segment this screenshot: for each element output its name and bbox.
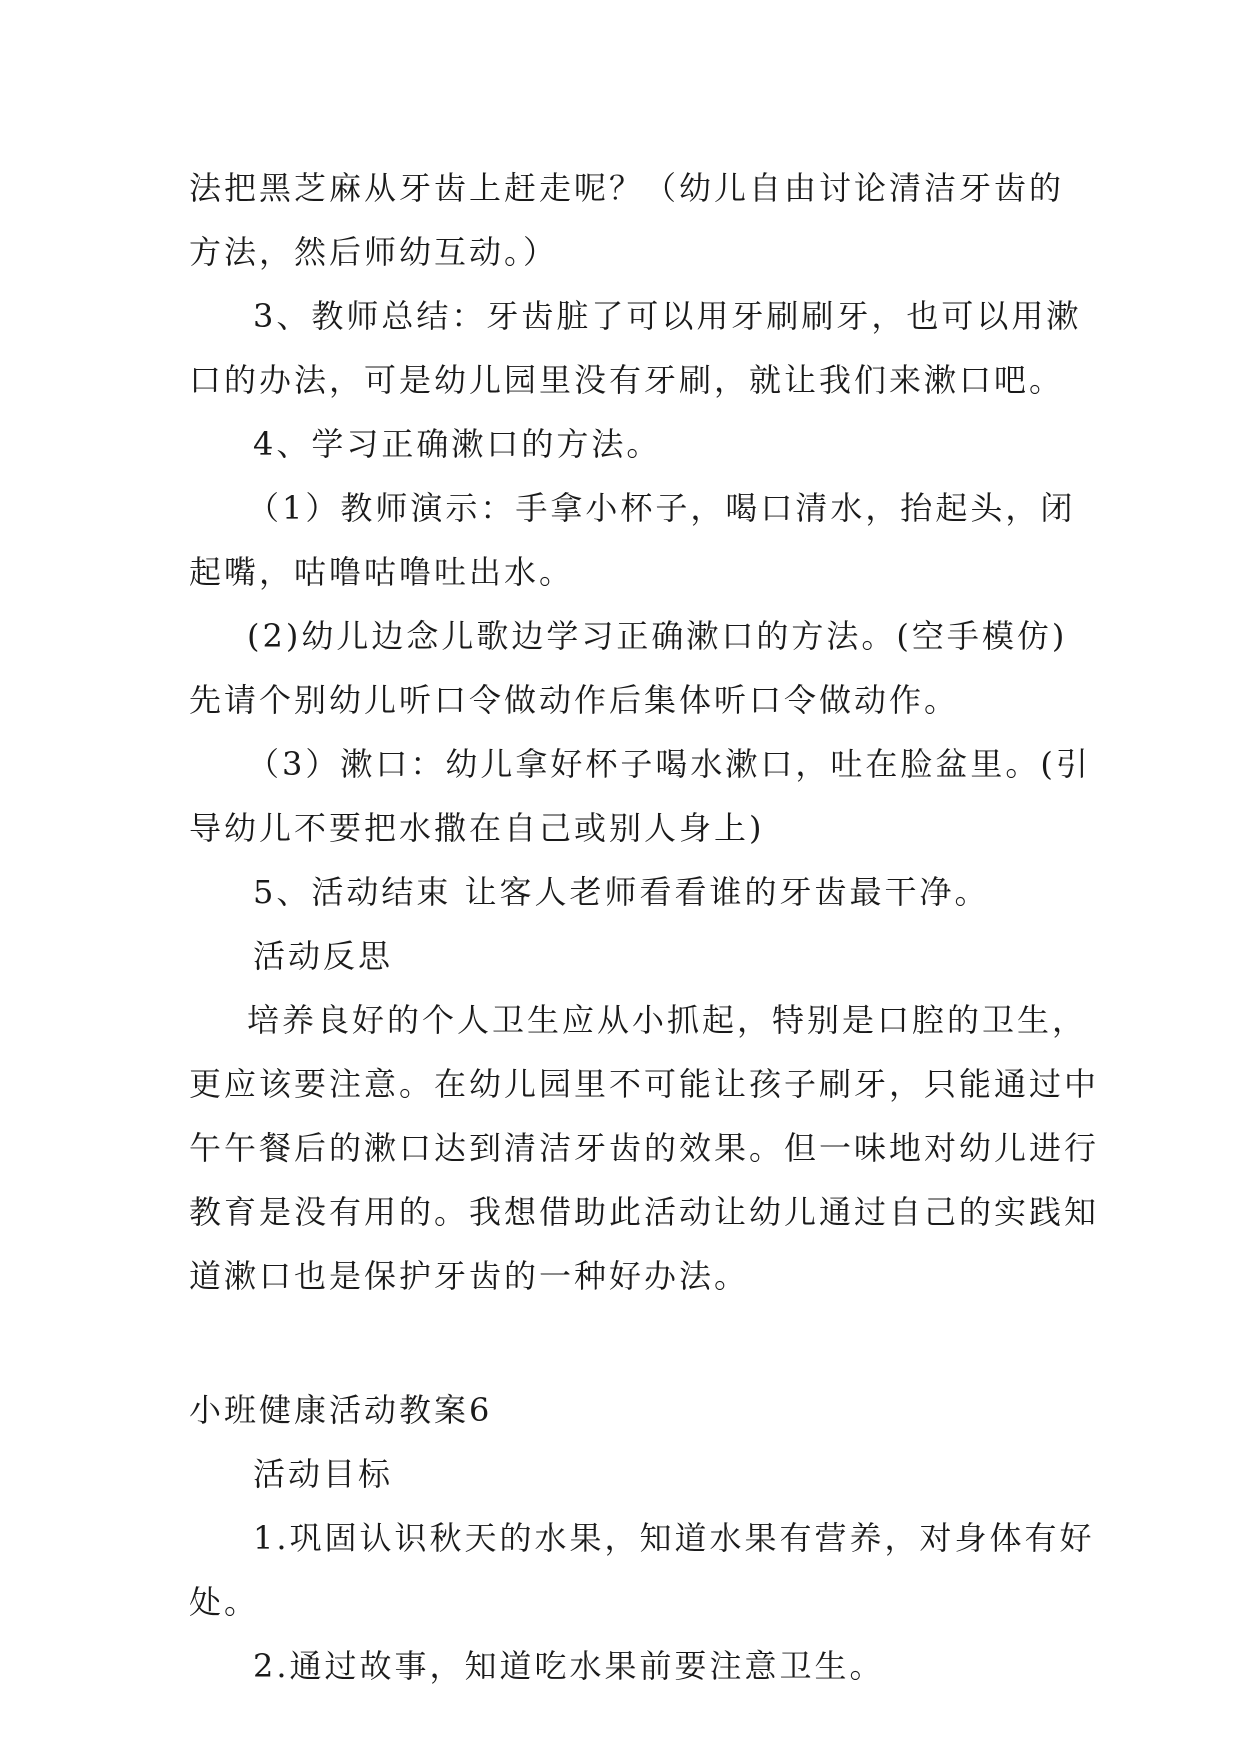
paragraph-line: 起嘴，咕噜咕噜吐出水。 (189, 553, 575, 591)
paragraph-line: 4、学习正确漱口的方法。 (253, 425, 662, 463)
paragraph-line: 导幼儿不要把水撒在自己或别人身上) (189, 809, 765, 847)
document-body (189, 156, 1100, 1698)
paragraph-line: 午午餐后的漱口达到清洁牙齿的效果。但一味地对幼儿进行 (189, 1129, 1100, 1167)
paragraph-line: 道漱口也是保护牙齿的一种好办法。 (189, 1257, 750, 1295)
paragraph-line: 口的办法，可是幼儿园里没有牙刷，就让我们来漱口吧。 (189, 361, 1065, 399)
section-heading: 活动目标 (253, 1455, 394, 1493)
paragraph-line: 法把黑芝麻从牙齿上赶走呢？（幼儿自由讨论清洁牙齿的 (189, 169, 1065, 207)
paragraph-line: 处。 (189, 1583, 260, 1621)
section-heading: 活动反思 (253, 937, 394, 975)
paragraph-line: （3）漱口：幼儿拿好杯子喝水漱口，吐在脸盆里。(引 (247, 745, 1091, 783)
paragraph-line: （1）教师演示：手拿小杯子，喝口清水，抬起头，闭 (247, 489, 1076, 527)
paragraph-line: 2.通过故事，知道吃水果前要注意卫生。 (253, 1647, 885, 1685)
paragraph-line: 教育是没有用的。我想借助此活动让幼儿通过自己的实践知 (189, 1193, 1100, 1231)
paragraph-line: 3、教师总结：牙齿脏了可以用牙刷刷牙，也可以用漱 (253, 297, 1082, 335)
document-title: 小班健康活动教案6 (189, 1391, 493, 1429)
paragraph-line: 培养良好的个人卫生应从小抓起，特别是口腔的卫生， (247, 1001, 1088, 1039)
paragraph-line: (2)幼儿边念儿歌边学习正确漱口的方法。(空手模仿) (247, 617, 1068, 655)
section-spacer (189, 1308, 1049, 1378)
paragraph-line: 方法，然后师幼互动。） (189, 233, 559, 271)
paragraph-line: 先请个别幼儿听口令做动作后集体听口令做动作。 (189, 681, 960, 719)
paragraph-line: 更应该要注意。在幼儿园里不可能让孩子刷牙，只能通过中 (189, 1065, 1100, 1103)
paragraph-line: 1.巩固认识秋天的水果，知道水果有营养，对身体有好 (253, 1519, 1095, 1557)
paragraph-line: 5、活动结束 让客人老师看看谁的牙齿最干净。 (253, 873, 990, 911)
